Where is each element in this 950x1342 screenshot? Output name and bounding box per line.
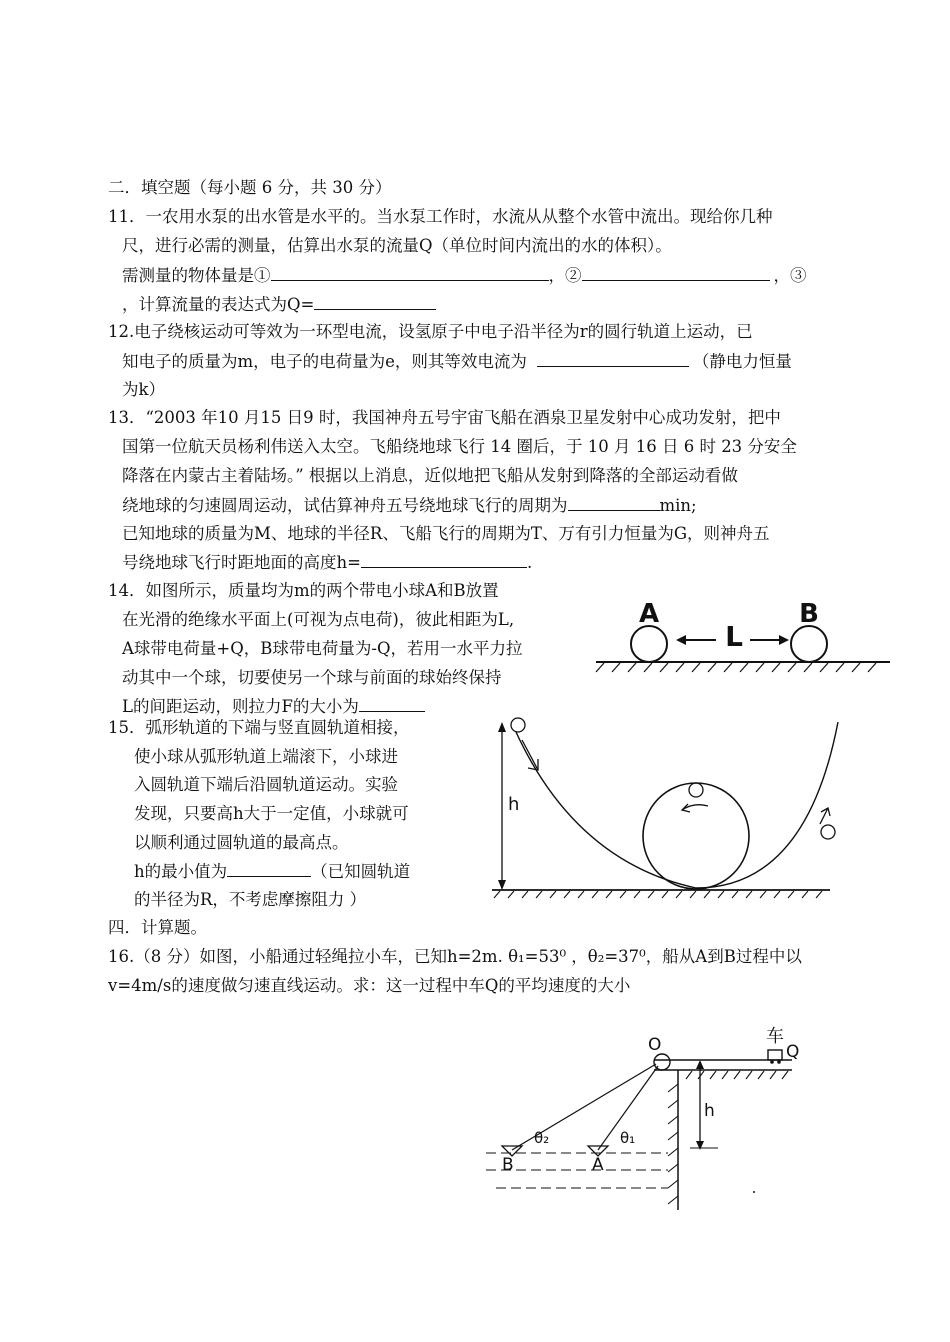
q13-unit: min; (659, 496, 697, 515)
q16-car (768, 1050, 782, 1060)
q11-sep-3: ，③ (773, 266, 807, 285)
q14-line5 (122, 696, 425, 717)
q15-ball-loop (689, 783, 703, 797)
q15-min-height-label: h的最小值为 (134, 862, 228, 881)
q15-line4: 发现，只要高h大于一定值，小球就可 (134, 804, 409, 823)
q12-line1: 12.电子绕核运动可等效为一环型电流，设氢原子中电子沿半径为r的圆行轨道上运动，已 (108, 322, 753, 341)
q12-blank-current[interactable] (537, 351, 689, 367)
q14-line1: 14．如图所示，质量均为m的两个带电小球A和B放置 (108, 581, 499, 600)
q16-label-o: O (648, 1035, 662, 1055)
q13-period-end: . (526, 553, 533, 572)
q11-line4 (122, 294, 436, 315)
q15-line2: 使小球从弧形轨道上端滚下，小球进 (134, 747, 398, 766)
q12-line3: 为k） (122, 380, 165, 399)
q16-wall-hatch (668, 1084, 678, 1204)
q14-arrowhead-left (676, 635, 686, 645)
q15-figure (486, 712, 846, 907)
q16-label-car: 车 (766, 1026, 784, 1047)
q15-height-arrow-top (498, 722, 506, 732)
q14-force-label: L的间距运动，则拉力F的大小为 (122, 697, 359, 716)
q16-figure (482, 1024, 822, 1214)
q14-label-a: A (638, 599, 660, 629)
q15-radius-note: （已知圆轨道 (311, 862, 411, 881)
q14-label-b: B (799, 599, 819, 629)
q13-line4 (122, 495, 697, 516)
q16-line1: 16.（8 分）如图，小船通过轻绳拉小车，已知h=2m. θ₁=53⁰ ，θ₂=37⁰，船从A到B过程中以 (108, 947, 802, 966)
q13-line5: 已知地球的质量为M、地球的半径R、飞船飞行的周期为T、万有引力恒量为G，则神舟五 (122, 524, 770, 543)
q16-label-a: A (592, 1155, 604, 1175)
q14-line2: 在光滑的绝缘水平面上(可视为点电荷)，彼此相距为L, (122, 610, 515, 629)
q13-height-label: 号绕地球飞行时距地面的高度h= (122, 553, 361, 572)
q16-label-theta1: θ₁ (620, 1129, 636, 1147)
q15-height-arrow-bottom (498, 880, 506, 890)
q12-current-label: 知电子的质量为m，电子的电荷量为e，则其等效电流为 (122, 352, 527, 371)
q14-arrowhead-right (779, 635, 789, 645)
q11-line2: 尺，进行必需的测量，估算出水泵的流量Q（单位时间内流出的水的体积）。 (122, 236, 672, 255)
q11-formula-label: ，计算流量的表达式为Q= (122, 295, 315, 314)
q12-constant-note: （静电力恒量 (692, 352, 792, 371)
q15-loop-circle (643, 783, 749, 889)
q11-line3 (122, 265, 807, 286)
q15-arrow-down (522, 740, 538, 770)
q11-sep-2: ，② (548, 266, 582, 285)
q15-line3: 入圆轨道下端后沿圆轨道运动。实验 (134, 775, 398, 794)
q15-ball-top (511, 718, 525, 732)
q13-line3: 降落在内蒙古主着陆场。” 根据以上消息，近似地把飞船从发射到降落的全部运动看做 (122, 466, 738, 485)
q13-blank-period[interactable] (568, 495, 660, 511)
q16-line2: v=4m/s的速度做匀速直线运动。求：这一过程中车Q的平均速度的大小 (108, 976, 631, 995)
q11-blank-1[interactable] (271, 265, 549, 281)
q14-figure (592, 592, 892, 682)
q14-line4: 动其中一个球，切要使另一个球与前面的球始终保持 (122, 668, 502, 687)
q13-line6 (122, 552, 532, 573)
q11-measure-label: 需测量的物体量是① (122, 266, 271, 285)
section-heading-calc: 四．计算题。 (108, 918, 207, 937)
q15-ball-right (821, 825, 835, 839)
q15-line6 (134, 861, 410, 882)
q16-label-b: B (502, 1155, 514, 1175)
q16-label-h: h (704, 1101, 715, 1121)
q16-platform-hatch (686, 1071, 788, 1079)
q13-line2: 国第一位航天员杨利伟送入太空。飞船绕地球飞行 14 圈后，于 10 月 16 日 6 时 23 分安全 (122, 437, 797, 456)
q13-line1: 13．“2003 年10 月15 日9 时，我国神舟五号宇宙飞船在酒泉卫星发射中心成功发射，把中 (108, 408, 781, 427)
q16-label-q: Q (786, 1042, 800, 1062)
q15-blank-height[interactable] (227, 861, 311, 877)
q12-line2 (122, 351, 792, 372)
q11-blank-formula[interactable] (314, 294, 436, 310)
q14-ground-hatch (596, 663, 876, 672)
q13-period-label: 绕地球的匀速圆周运动，试估算神舟五号绕地球飞行的周期为 (122, 496, 568, 515)
q15-arc-track (516, 722, 838, 888)
q15-line5: 以顺利通过圆轨道的最高点。 (134, 833, 349, 852)
section-heading-fill-in: 二．填空题（每小题 6 分，共 30 分） (108, 178, 392, 197)
q15-label-h: h (508, 794, 520, 815)
q16-label-theta2: θ₂ (534, 1129, 550, 1147)
q14-label-l: L (725, 620, 743, 653)
q15-ground-hatch (494, 891, 822, 898)
q15-line7: 的半径为R，不考虑摩擦阻力 ） (134, 890, 367, 909)
q14-blank-force[interactable] (359, 696, 425, 712)
q11-line1: 11．一农用水泵的出水管是水平的。当水泵工作时，水流从从整个水管中流出。现给你几种 (108, 207, 773, 226)
q14-ball-b (791, 626, 827, 662)
q13-blank-height[interactable] (361, 552, 527, 568)
q14-ball-a (631, 626, 667, 662)
q11-blank-2[interactable] (582, 265, 770, 281)
q15-line1: 15．弧形轨道的下端与竖直圆轨道相接， (108, 718, 410, 737)
q14-line3: A球带电荷量+Q，B球带电荷量为-Q，若用一水平力拉 (122, 639, 523, 658)
